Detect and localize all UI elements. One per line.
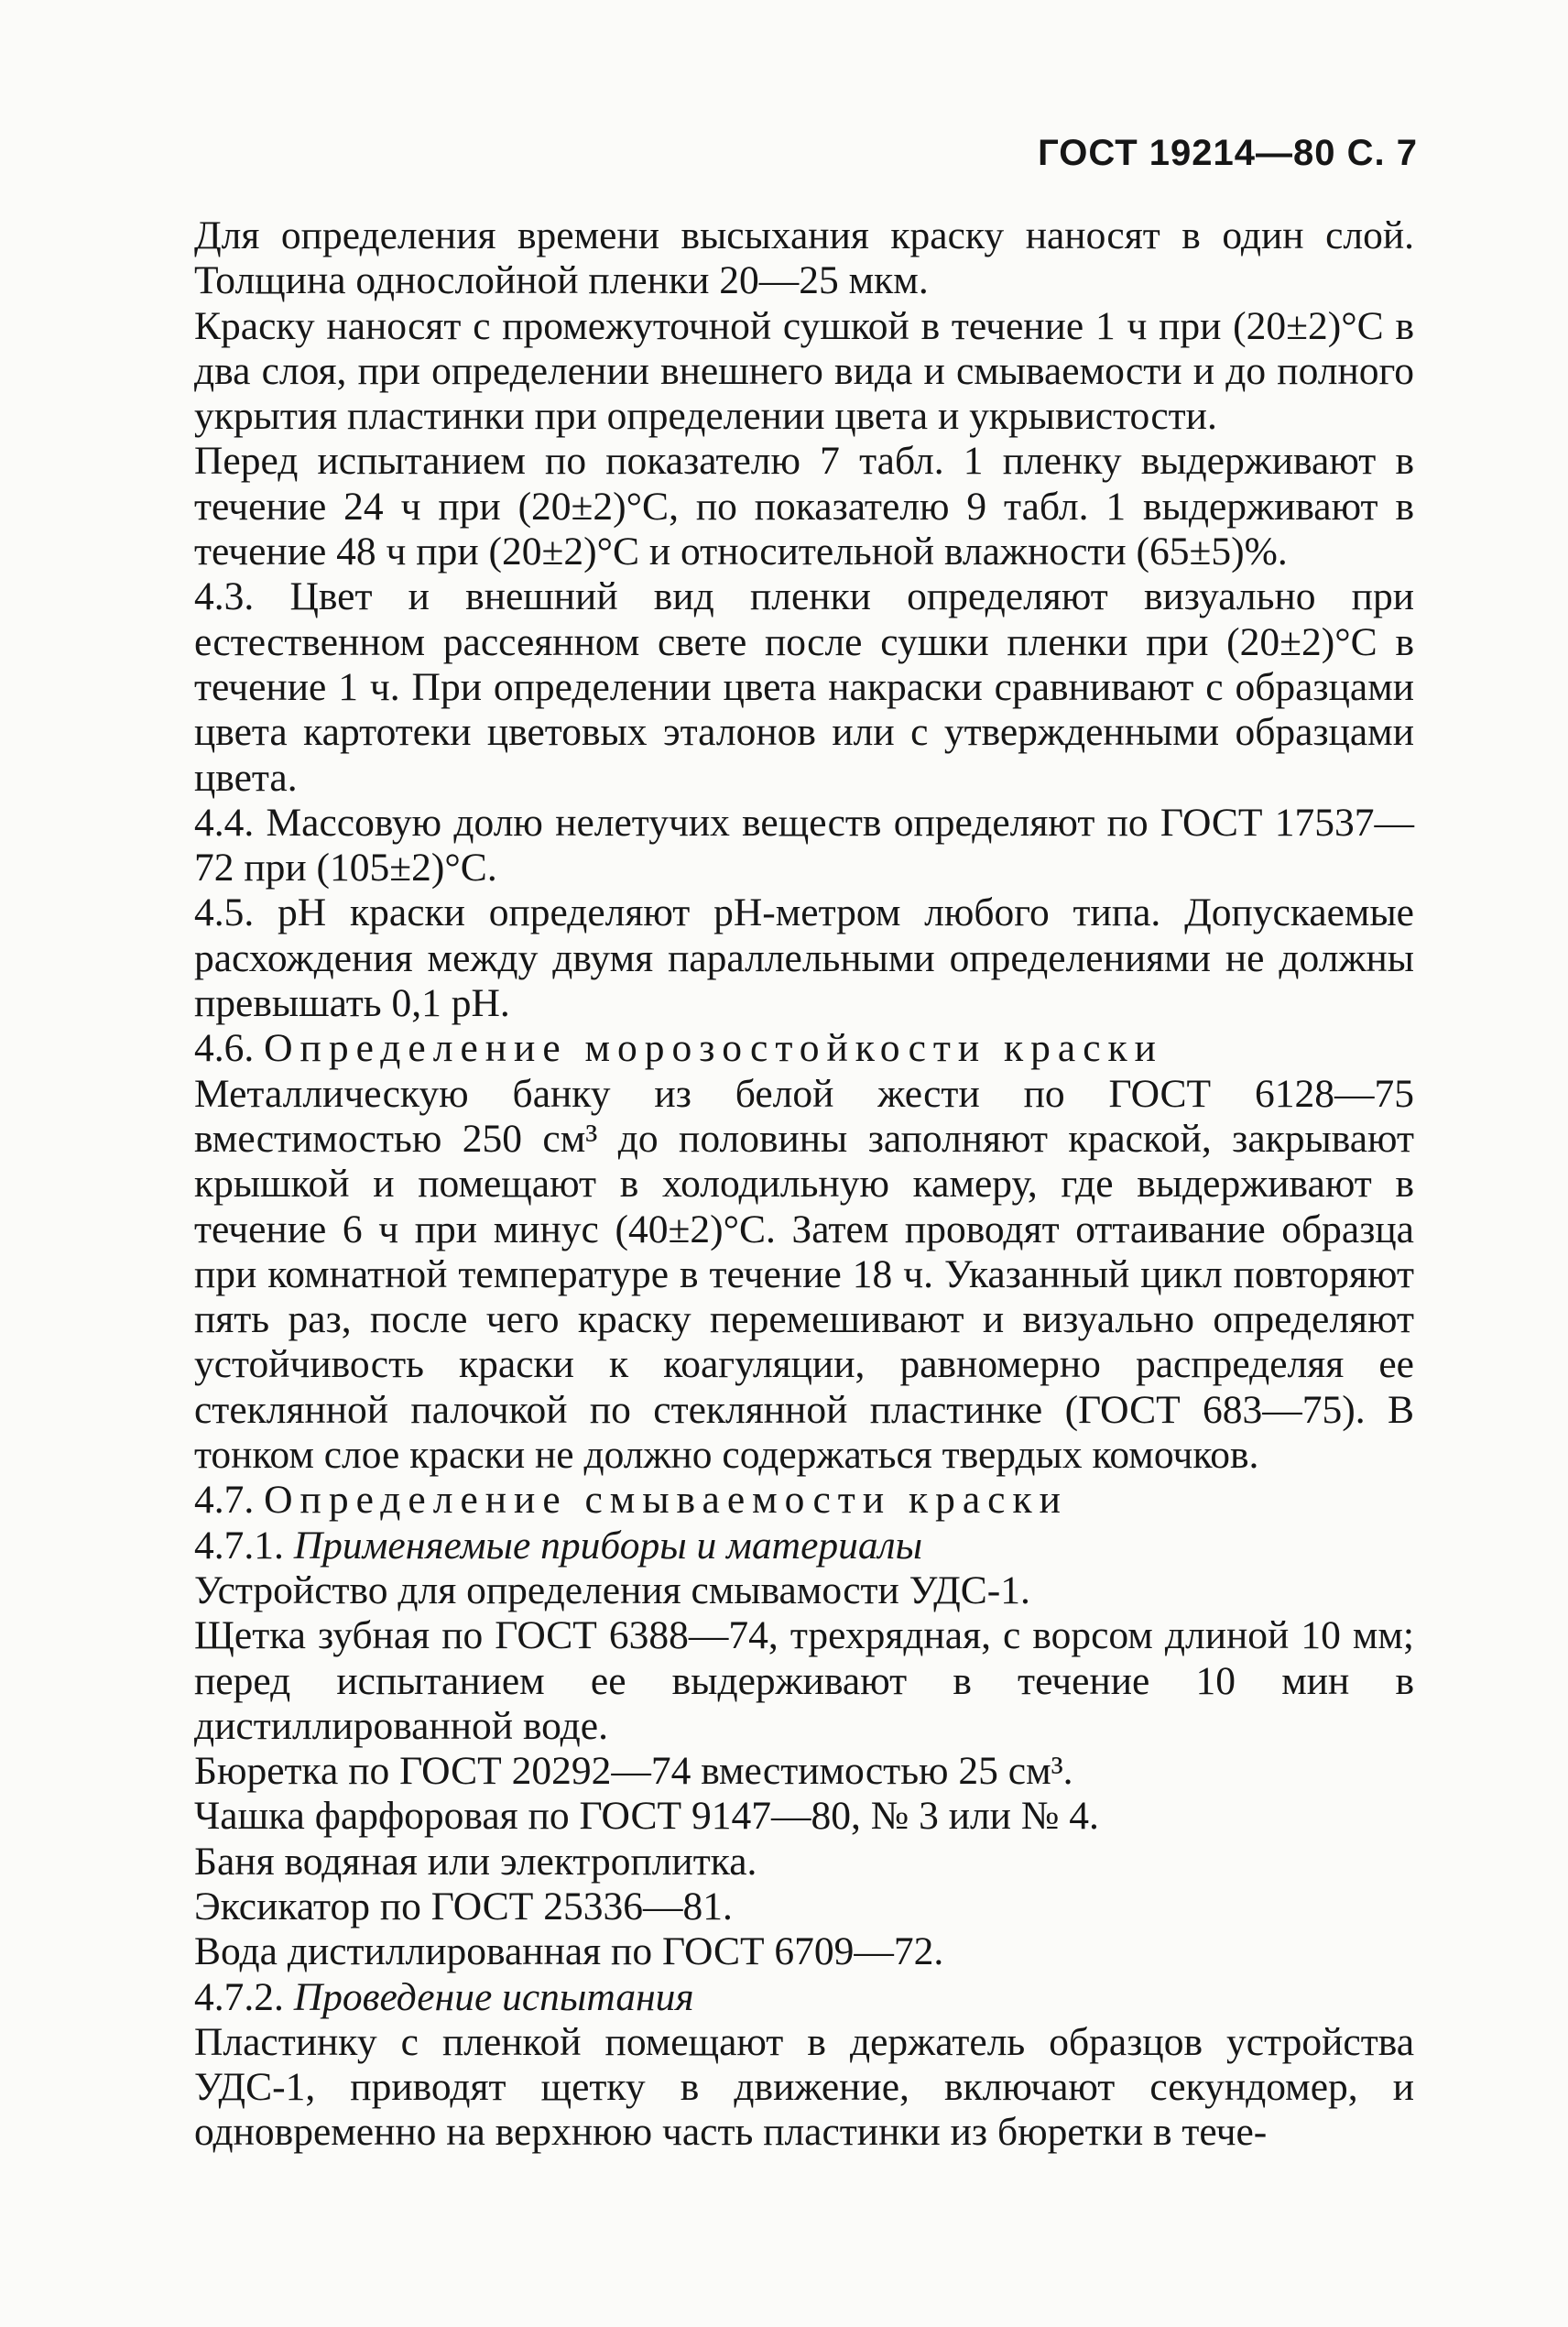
paragraph: Перед испытанием по показателю 7 табл. 1 пленку выдерживают в течение 24 ч при (20±2)°С, по показателю 9 табл. 1 выдерживают в течение 48 ч при (20±2)°С и относительной влажности (65±5)%. [194, 439, 1414, 574]
list-item: Бюретка по ГОСТ 20292—74 вместимостью 25 см³. [194, 1749, 1073, 1794]
list-item: Чашка фарфоровая по ГОСТ 9147—80, № 3 или № 4. [194, 1794, 1099, 1839]
paragraph: Для определения времени высыхания краску наносят в один слой. Толщина однослойной пленки 20—25 мкм. [194, 213, 1414, 303]
paragraph: 4.5. pH краски определяют pH-метром любого типа. Допускаемые расхождения между двумя параллельными определениями не должны превышать 0,1 pH. [194, 890, 1414, 1026]
section-title: Определение морозостойкости краски [264, 1026, 1163, 1071]
paragraph: 4.3. Цвет и внешний вид пленки определяют визуально при естественном рассеянном свете после сушки пленки при (20±2)°С в течение 1 ч. При определении цвета накраски сравнивают с образцами цвета картотеки цветовых эталонов или с утвержденными образцами цвета. [194, 574, 1414, 800]
subsection-heading [194, 1975, 1414, 2020]
section-heading [194, 1478, 1414, 1523]
subsection-number: 4.7.2. [194, 1974, 284, 2019]
list-item: Вода дистиллированная по ГОСТ 6709—72. [194, 1929, 944, 1974]
section-number: 4.7. [194, 1478, 255, 1523]
subsection-heading [194, 1524, 1414, 1568]
section-number: 4.6. [194, 1026, 255, 1071]
paragraph: Металлическую банку из белой жести по ГОСТ 6128—75 вместимостью 250 см³ до половины заполняют краской, закрывают крышкой и помещают в холодильную камеру, где выдерживают в течение 6 ч при минус (40±2)°С. Затем проводят оттаивание образца при комнатной температуре в течение 18 ч. Указанный цикл повторяют пять раз, после чего краску перемешивают и визуально определяют устойчивость краски к коагуляции, равномерно распределяя ее стеклянной палочкой по стеклянной пластинке (ГОСТ 683—75). В тонком слое краски не должно содержаться твердых комочков. [194, 1071, 1414, 1478]
paragraph: Пластинку с пленкой помещают в держатель образцов устройства УДС-1, приводят щетку в движение, включают секундомер, и одновременно на верхнюю часть пластинки из бюретки в тече- [194, 2019, 1414, 2155]
list-item: Эксикатор по ГОСТ 25336—81. [194, 1884, 733, 1928]
paragraph: Краску наносят с промежуточной сушкой в течение 1 ч при (20±2)°С в два слоя, при определении внешнего вида и смываемости и до полного укрытия пластинки при определении цвета и укрывистости. [194, 303, 1414, 439]
list-item: Устройство для определения смывамости УДС-1. [194, 1568, 1030, 1612]
subsection-title: Проведение испытания [293, 1974, 694, 2019]
list-item: Баня водяная или электроплитка. [194, 1839, 757, 1884]
section-title: Определение смываемости краски [264, 1478, 1068, 1523]
section-heading [194, 1026, 1414, 1071]
list-item: Щетка зубная по ГОСТ 6388—74, трехрядная, с ворсом длиной 10 мм; перед испытанием ее выдерживают в течение 10 мин в дистиллированной воде. [194, 1613, 1414, 1748]
running-header: ГОСТ 19214—80 С. 7 [1038, 133, 1418, 173]
body-text [194, 213, 1414, 2156]
subsection-number: 4.7.1. [194, 1523, 284, 1568]
subsection-title: Применяемые приборы и материалы [293, 1523, 923, 1568]
paragraph: 4.4. Массовую долю нелетучих веществ определяют по ГОСТ 17537—72 при (105±2)°С. [194, 800, 1414, 890]
